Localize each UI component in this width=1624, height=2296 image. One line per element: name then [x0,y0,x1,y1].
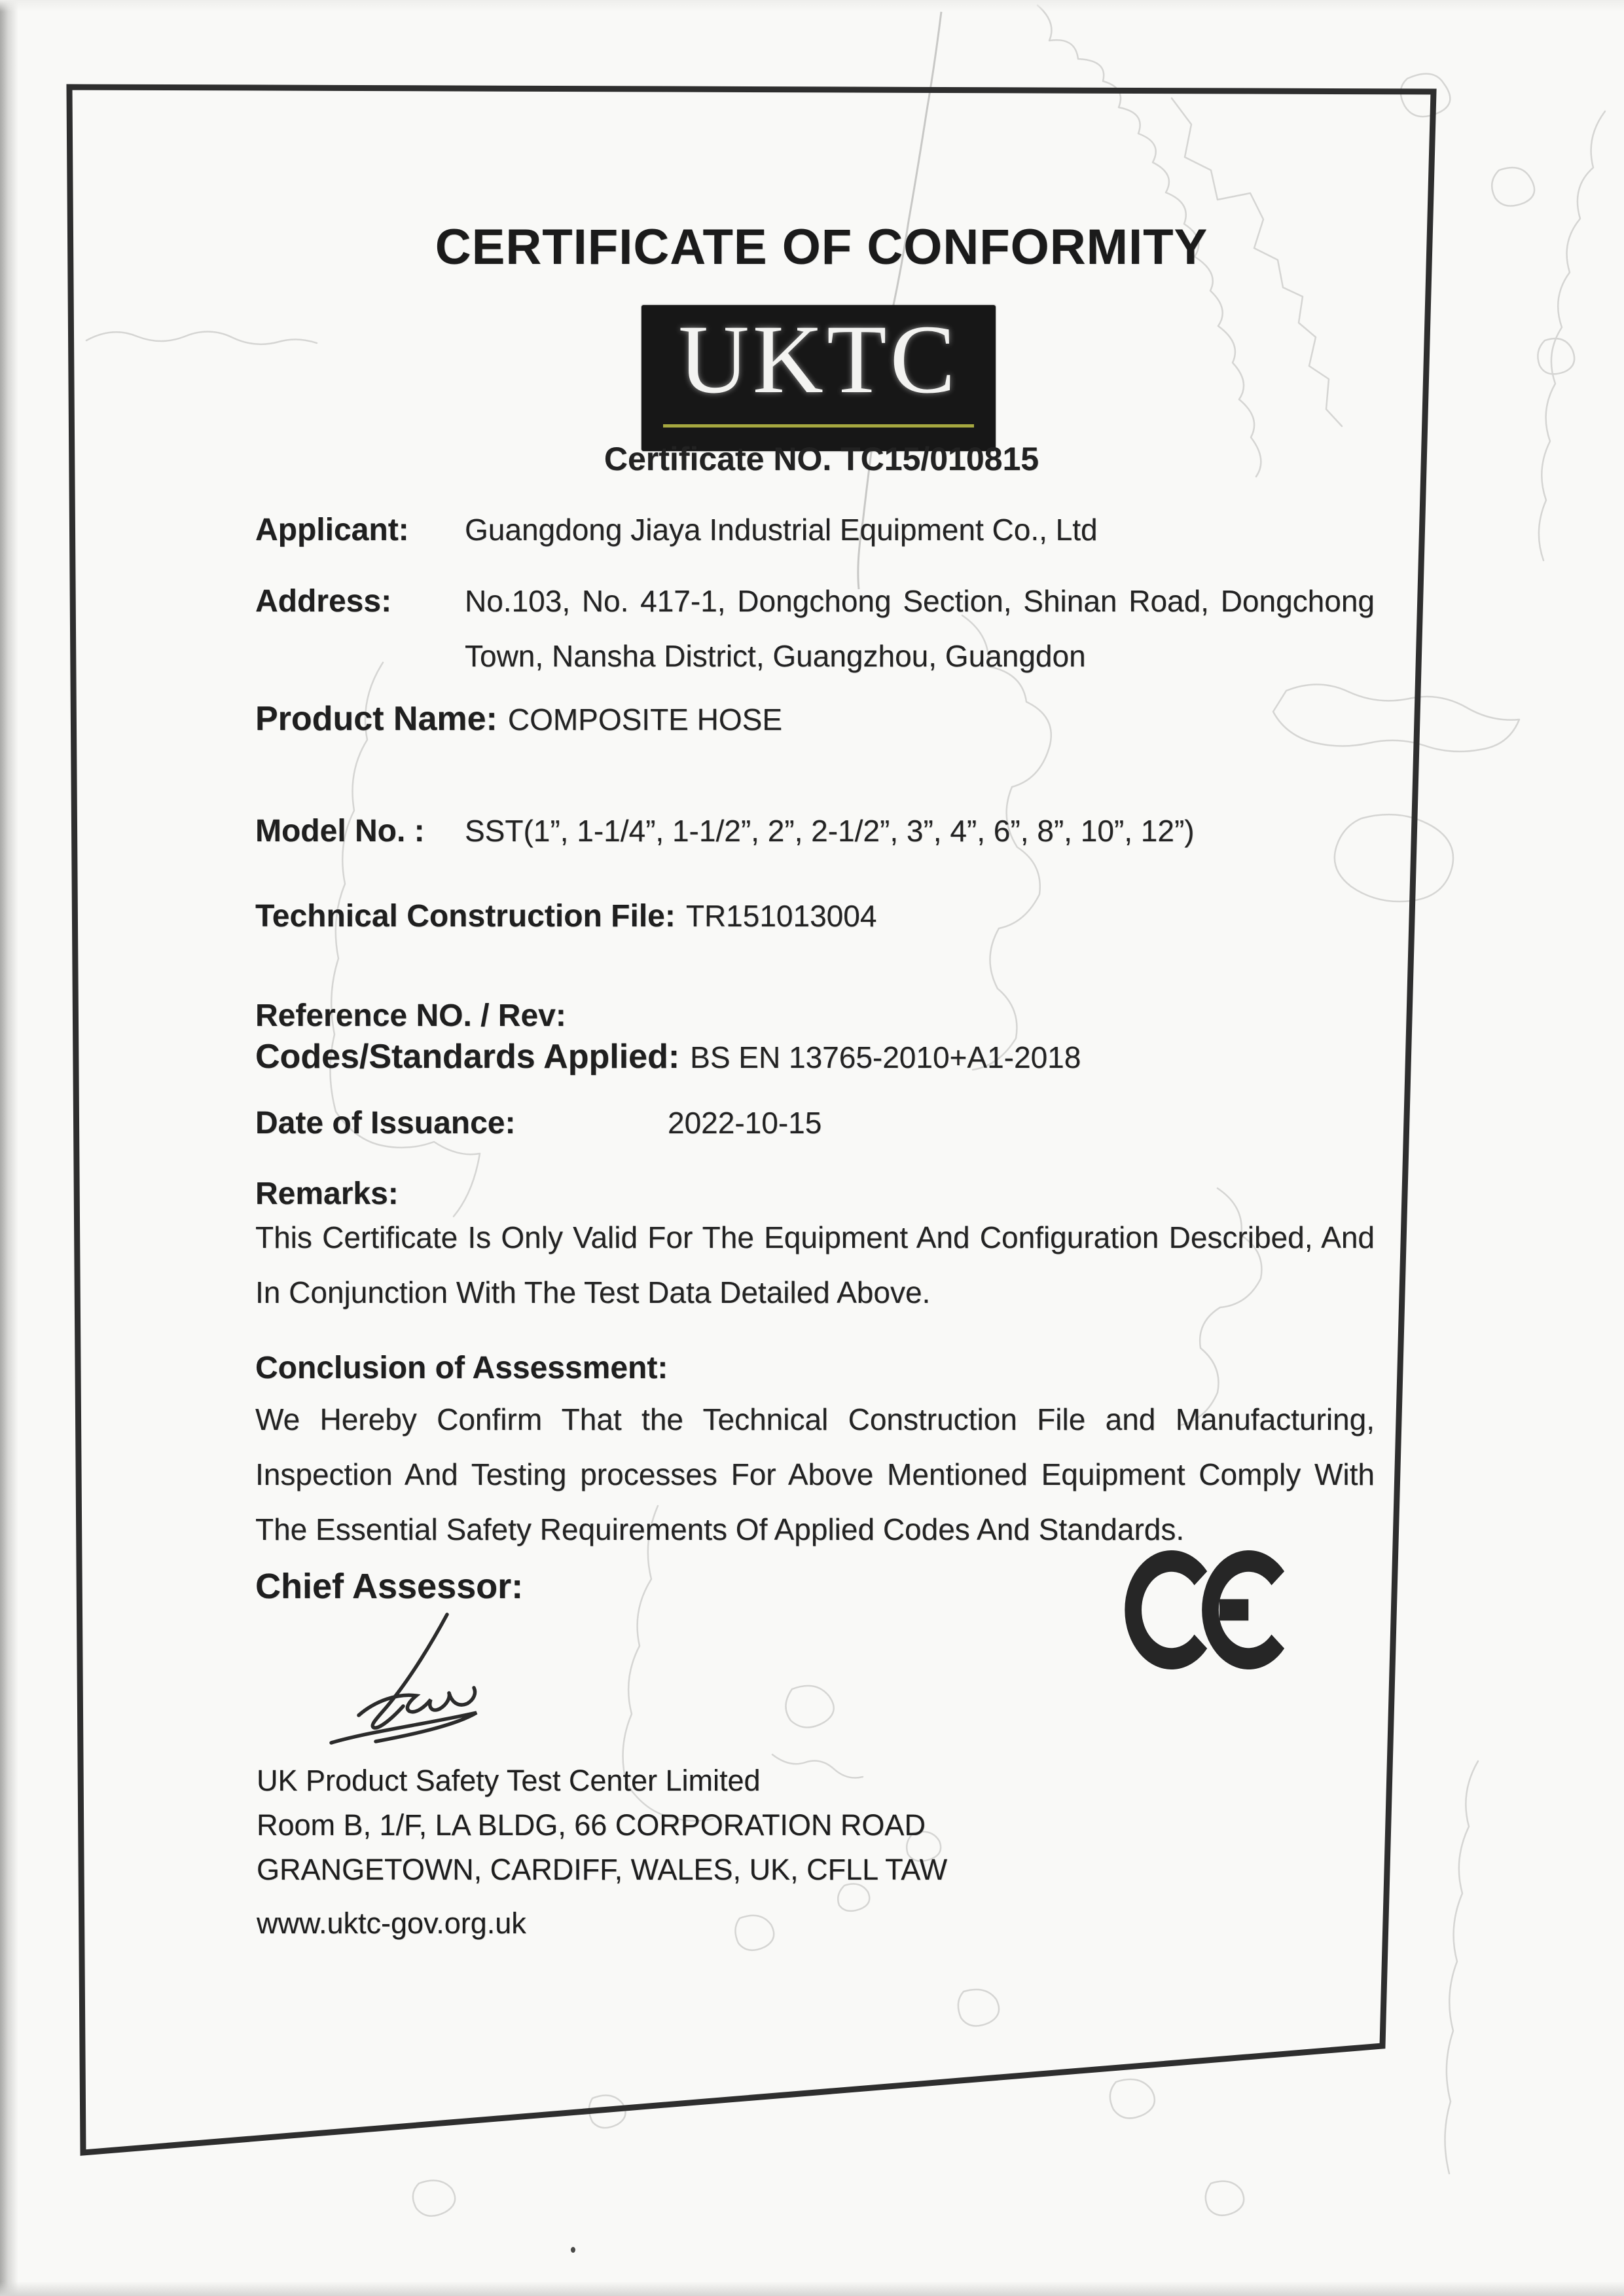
codes-standards-value: BS EN 13765-2010+A1-2018 [690,1040,1081,1074]
issuer-website: www.uktc-gov.org.uk [257,1906,526,1940]
date-of-issuance-label: Date of Issuance: [255,1106,516,1140]
codes-standards-row [255,1037,1081,1076]
ce-mark-icon [1125,1550,1288,1669]
address-value: No.103, No. 417-1, Dongchong Section, Shinan Road, Dongchong Town, Nansha District, Guangzhou, Guangdon [465,584,1375,673]
scan-edge-bottom [0,2282,1624,2296]
model-no-value: SST(1”, 1-1/4”, 1-1/2”, 2”, 2-1/2”, 3”, 4”, 6”, 8”, 10”, 12”) [465,814,1195,848]
date-of-issuance-row [255,1105,821,1141]
scan-edge-top [0,0,1624,12]
technical-construction-file-label: Technical Construction File: [255,899,676,934]
reference-no-label: Reference NO. / Rev: [255,998,566,1033]
uktc-logo-underline [663,424,974,428]
remarks-text: This Certificate Is Only Valid For The Equipment And Configuration Described, And In Conjunction With The Test Data Detailed Above. [255,1220,1375,1309]
scan-edge-left [0,0,18,2296]
scan-crease [858,12,941,589]
issuer-block [257,1758,947,1946]
remarks-label: Remarks: [255,1176,399,1211]
applicant-row [255,512,1098,548]
issuer-address-line1: Room B, 1/F, LA BLDG, 66 CORPORATION ROAD [257,1808,926,1842]
address-row [255,574,1375,683]
uktc-logo-text: UKTC [678,305,959,414]
address-label: Address: [255,584,392,619]
product-name-label: Product Name: [255,700,497,738]
date-of-issuance-value: 2022-10-15 [668,1106,822,1140]
conclusion-text: We Hereby Confirm That the Technical Construction File and Manufacturing, Inspection And Testing processes For Above Mentioned Equipment Comply With The Essential Safety Requirements Of Applied Codes And Standards. [255,1402,1375,1546]
reference-no-row [255,998,577,1034]
certificate-title: CERTIFICATE OF CONFORMITY [435,219,1208,275]
codes-standards-label: Codes/Standards Applied: [255,1038,680,1076]
product-name-row [255,699,782,738]
applicant-label: Applicant: [255,513,409,547]
certificate-number: Certificate NO. TC15/010815 [604,441,1039,477]
chief-assessor-label: Chief Assessor: [255,1567,524,1606]
applicant-value: Guangdong Jiaya Industrial Equipment Co., Ltd [465,513,1098,547]
model-no-row [255,813,1195,849]
scan-artifact-dot [571,2247,575,2253]
issuer-address-line2: GRANGETOWN, CARDIFF, WALES, UK, CFLL TAW [257,1853,948,1886]
technical-construction-file-value: TR151013004 [685,899,877,933]
product-name-value: COMPOSITE HOSE [507,702,783,737]
issuer-name: UK Product Safety Test Center Limited [257,1764,761,1797]
model-no-label: Model No. : [255,814,425,848]
assessor-signature [313,1603,535,1760]
technical-construction-file-row [255,898,876,934]
conclusion-label: Conclusion of Assessment: [255,1351,668,1385]
uktc-logo [641,305,996,451]
